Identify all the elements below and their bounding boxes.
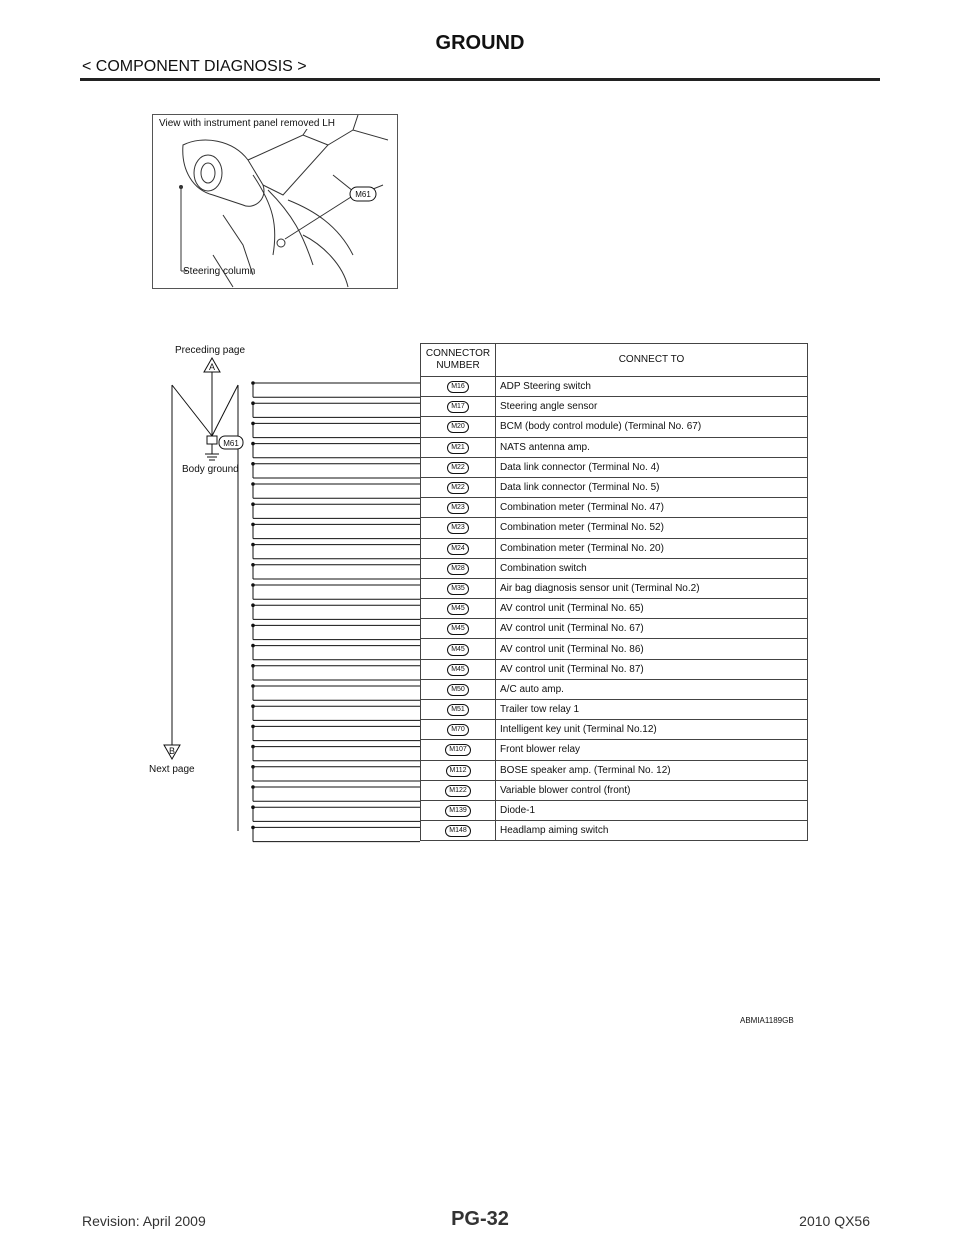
connector-number: M50 [447,684,469,696]
table-row [421,780,808,800]
connector-number: M23 [447,522,469,534]
branch-lines [251,381,420,841]
connector-number-cell [421,599,496,619]
connector-number-cell [421,700,496,720]
connect-to-cell: Headlamp aiming switch [496,821,808,841]
connector-number: M148 [445,825,471,837]
table-row [421,518,808,538]
connect-to-cell: Intelligent key unit (Terminal No.12) [496,720,808,740]
connect-to-cell: Combination meter (Terminal No. 47) [496,498,808,518]
connect-to-cell: Data link connector (Terminal No. 4) [496,457,808,477]
connect-to-cell: AV control unit (Terminal No. 87) [496,659,808,679]
connector-number: M28 [447,563,469,575]
connector-number: M45 [447,603,469,615]
connector-number: M22 [447,482,469,494]
connector-number-cell [421,780,496,800]
preceding-page-label: Preceding page [175,345,246,356]
connect-to-cell: ADP Steering switch [496,377,808,397]
connect-to-cell: Steering angle sensor [496,397,808,417]
connector-number: M122 [445,785,471,797]
table-row [421,397,808,417]
connector-number: M45 [447,664,469,676]
table-row [421,437,808,457]
table-row [421,558,808,578]
table-row [421,659,808,679]
connect-to-cell: AV control unit (Terminal No. 67) [496,619,808,639]
connect-to-cell: AV control unit (Terminal No. 86) [496,639,808,659]
connector-number-cell [421,821,496,841]
connector-number-cell [421,518,496,538]
connector-number-cell [421,457,496,477]
illustration-caption: View with instrument panel removed LH [159,118,336,129]
connect-to-cell: Combination meter (Terminal No. 20) [496,538,808,558]
connector-number: M70 [447,724,469,736]
table-row [421,538,808,558]
connector-number-cell [421,498,496,518]
table-row [421,619,808,639]
footer-page-number: PG-32 [451,1208,509,1230]
connector-number: M20 [447,421,469,433]
table-row [421,821,808,841]
table-row [421,498,808,518]
connect-to-cell: BCM (body control module) (Terminal No. 67) [496,417,808,437]
connect-to-cell: Combination meter (Terminal No. 52) [496,518,808,538]
connect-to-cell: Variable blower control (front) [496,780,808,800]
connector-number: M21 [447,442,469,454]
connect-to-cell: Trailer tow relay 1 [496,700,808,720]
table-row [421,417,808,437]
connect-to-cell: NATS antenna amp. [496,437,808,457]
table-row [421,639,808,659]
figure-code: ABMIA1189GB [740,1016,794,1025]
connector-number-cell [421,377,496,397]
connector-number: M17 [447,401,469,413]
table-row [421,800,808,820]
connector-number: M51 [447,704,469,716]
next-marker: B [168,746,176,756]
connector-number-cell [421,417,496,437]
footer-model: 2010 QX56 [799,1213,870,1229]
connector-number-cell [421,538,496,558]
connector-number-cell [421,740,496,760]
connect-to-cell: Combination switch [496,558,808,578]
connector-number-cell [421,800,496,820]
table-row [421,457,808,477]
table-row [421,679,808,699]
connect-to-cell: BOSE speaker amp. (Terminal No. 12) [496,760,808,780]
footer-revision: Revision: April 2009 [82,1213,206,1229]
connect-to-cell: A/C auto amp. [496,679,808,699]
header-connect-to: CONNECT TO [496,344,808,377]
connector-number: M45 [447,644,469,656]
connector-number: M22 [447,462,469,474]
connector-number: M23 [447,502,469,514]
table-row [421,720,808,740]
connect-to-cell: Diode-1 [496,800,808,820]
illustration-label: Steering column [183,266,256,277]
page-title: GROUND [435,32,525,54]
body-ground-label: Body ground [182,464,239,475]
connector-number: M45 [447,623,469,635]
connector-number: M139 [445,805,471,817]
connector-number-cell [421,558,496,578]
connector-number: M16 [447,381,469,393]
connector-number-cell [421,760,496,780]
table-row [421,477,808,497]
connector-number: M35 [447,583,469,595]
table-row [421,599,808,619]
connector-number-cell [421,397,496,417]
connector-number-cell [421,578,496,598]
wire-to-right-bus [212,385,238,436]
table-row [421,760,808,780]
connect-to-cell: Air bag diagnosis sensor unit (Terminal No.2) [496,578,808,598]
connect-to-cell: Front blower relay [496,740,808,760]
connect-to-cell: Data link connector (Terminal No. 5) [496,477,808,497]
table-row [421,578,808,598]
preceding-marker: A [208,362,216,372]
section-heading: < COMPONENT DIAGNOSIS > [82,58,307,75]
connector-number-cell [421,477,496,497]
next-page-label: Next page [149,764,195,775]
header-connector-number: CONNECTOR NUMBER [421,344,496,377]
table-row [421,700,808,720]
ground-connector-tag: M61 [223,439,239,448]
table-row [421,377,808,397]
connector-number-cell [421,679,496,699]
ground-terminal [207,436,217,444]
wire-to-left-bus [172,385,212,436]
connector-number-cell [421,639,496,659]
table-body [421,377,808,841]
table-row [421,740,808,760]
connector-number-cell [421,619,496,639]
connector-number: M24 [447,543,469,555]
connector-table [420,343,808,841]
table-header-row [421,344,808,377]
connector-number: M112 [446,765,471,777]
connector-number-cell [421,437,496,457]
illustration-connector-tag: M61 [355,190,371,199]
connector-number-cell [421,659,496,679]
connector-number: M107 [445,744,471,756]
connector-number-cell [421,720,496,740]
connect-to-cell: AV control unit (Terminal No. 65) [496,599,808,619]
